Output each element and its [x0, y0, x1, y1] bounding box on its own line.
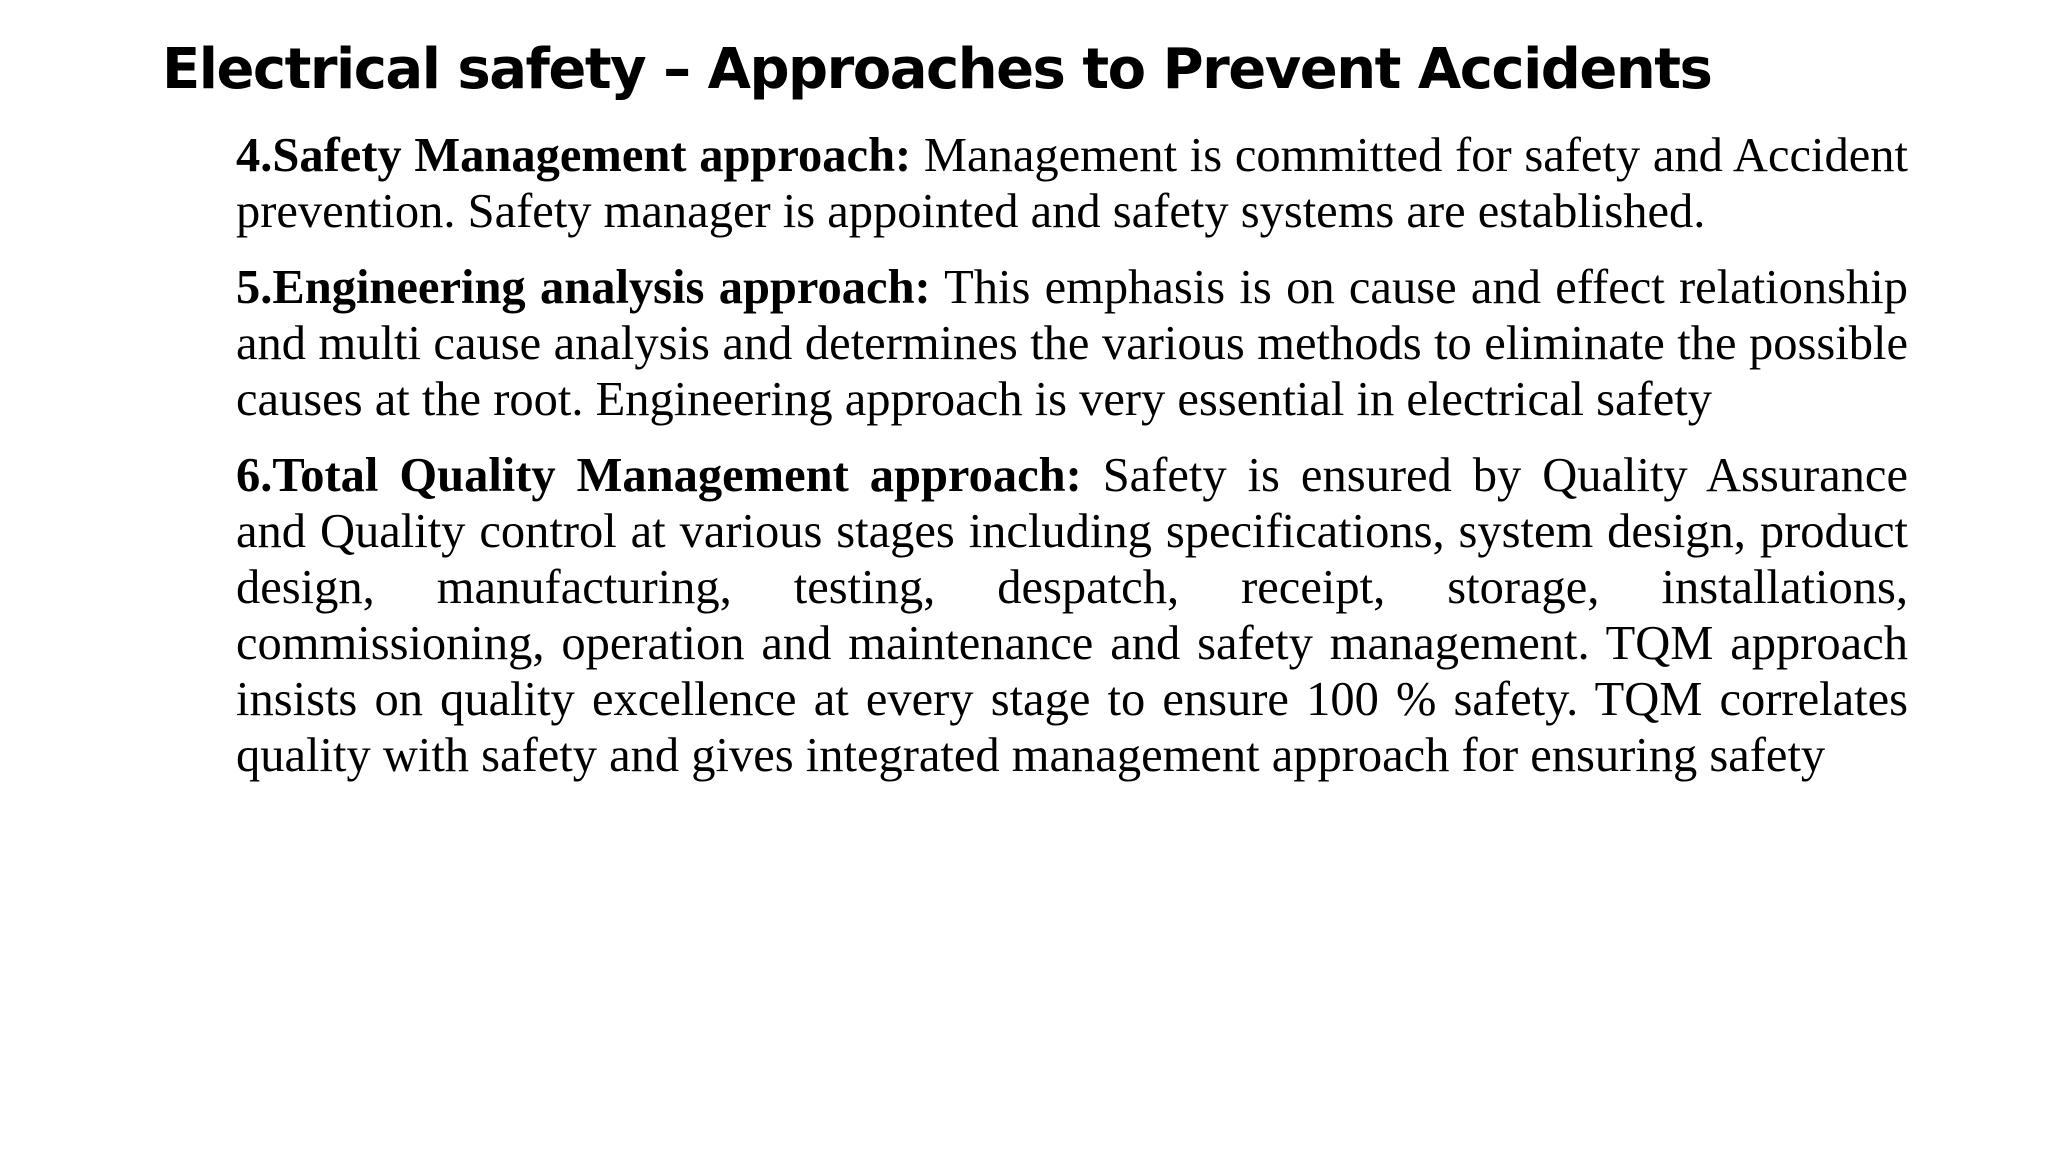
paragraph-engineering-analysis	[236, 260, 1908, 428]
paragraph-text: Safety is ensured by Quality Assurance and Quality control at various stages including specifications, system design, product design, manufacturing, testing, despatch, receipt, storage, installations, commissioning, operation and maintenance and safety management. TQM approach insists on quality excellence at every stage to ensure 100 % safety. TQM correlates quality with safety and gives integrated management approach for ensuring safety	[236, 449, 1908, 782]
paragraph-heading: 4.Safety Management approach:	[236, 129, 912, 182]
paragraph-text: This emphasis is on cause and effect relationship and multi cause analysis and determines the various methods to eliminate the possible causes at the root. Engineering approach is very essential in electrical safety	[236, 261, 1909, 426]
slide-content	[236, 128, 1908, 804]
slide-title: Electrical safety – Approaches to Prevent Accidents	[162, 37, 1712, 102]
paragraph-heading: 5.Engineering analysis approach:	[236, 261, 931, 314]
paragraph-total-quality-management	[236, 448, 1908, 784]
paragraph-safety-management	[236, 128, 1908, 240]
paragraph-text: Management is committed for safety and Accident prevention. Safety manager is appointed and safety systems are established.	[236, 129, 1908, 238]
paragraph-heading: 6.Total Quality Management approach:	[236, 449, 1082, 502]
